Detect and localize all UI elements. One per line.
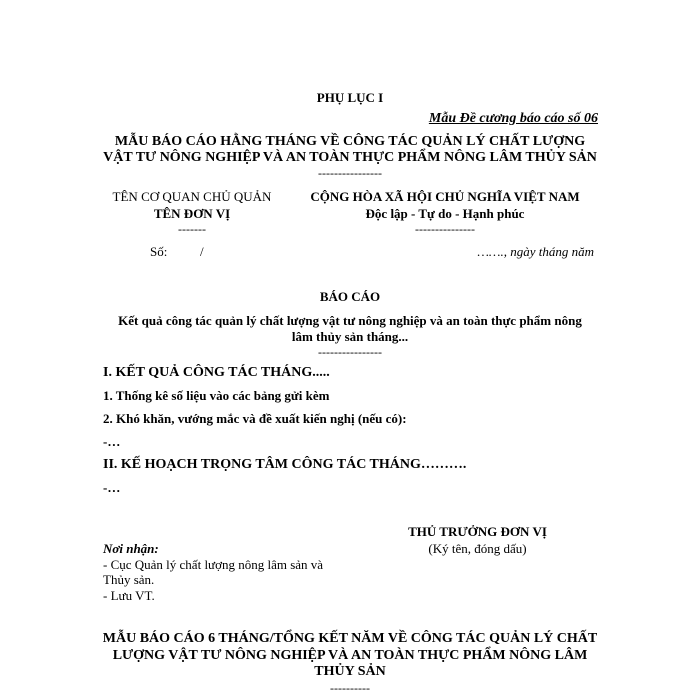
section-1-item-1: 1. Thống kê số liệu vào các bảng gửi kèm [103, 388, 330, 403]
semiannual-title-line1: MẪU BÁO CÁO 6 THÁNG/TỔNG KẾT NĂM VỀ CÔNG TÁC QUẢN LÝ CHẤT [102, 631, 598, 646]
date-line: ……., ngày tháng năm [477, 244, 594, 259]
recipient-item-2: - Lưu VT. [103, 588, 155, 603]
recipient-item-1-line1: - Cục Quản lý chất lượng nông lâm sản và [103, 557, 324, 572]
report-separator: ---------------- [318, 345, 382, 359]
semiannual-title-line2: LƯỢNG VẬT TƯ NÔNG NGHIỆP VÀ AN TOÀN THỰC PHẨM NÔNG LÂM [112, 648, 588, 663]
document-number-label: Số: [150, 244, 168, 259]
section-1-item-2: 2. Khó khăn, vướng mắc và đề xuất kiến nghị (nếu có): [103, 411, 407, 426]
section-2-title: II. KẾ HOẠCH TRỌNG TÂM CÔNG TÁC THÁNG………. [103, 457, 467, 472]
right-header-separator: --------------- [415, 222, 475, 236]
signature-note: (Ký tên, đóng dấu) [428, 541, 527, 556]
unit-name: TÊN ĐƠN VỊ [153, 206, 231, 221]
appendix-title: PHỤ LỤC I [316, 90, 384, 105]
country-name: CỘNG HÒA XÃ HỘI CHỦ NGHĨA VIỆT NAM [310, 189, 580, 204]
form-label: Mẫu Đề cương báo cáo số 06 [428, 111, 598, 126]
monthly-report-title-line1: MẪU BÁO CÁO HẰNG THÁNG VỀ CÔNG TÁC QUẢN LÝ CHẤT LƯỢNG [114, 134, 586, 149]
document-number-slash: / [200, 244, 204, 259]
left-header-separator: ------- [178, 222, 206, 236]
monthly-report-title-line2: VẬT TƯ NÔNG NGHIỆP VÀ AN TOÀN THỰC PHẨM NÔNG LÂM THỦY SẢN [103, 150, 597, 165]
signature-title: THỦ TRƯỞNG ĐƠN VỊ [408, 524, 547, 539]
section-1-title: I. KẾT QUẢ CÔNG TÁC THÁNG..... [103, 365, 330, 380]
section-2-bullet: -… [103, 480, 121, 495]
semiannual-title-line3: THỦY SẢN [314, 664, 386, 679]
recipient-item-1-line2: Thủy sản. [103, 572, 155, 587]
semiannual-separator: ---------- [330, 681, 370, 695]
report-heading: BÁO CÁO [319, 289, 381, 304]
monthly-report-separator: ---------------- [318, 166, 382, 180]
national-motto: Độc lập - Tự do - Hạnh phúc [365, 206, 525, 221]
section-1-bullet: -… [103, 434, 121, 449]
report-subtitle-line1: Kết quả công tác quản lý chất lượng vật tư nông nghiệp và an toàn thực phẩm nông [118, 313, 582, 328]
recipients-label: Nơi nhận: [103, 541, 159, 556]
report-subtitle-line2: lâm thủy sản tháng... [291, 329, 409, 344]
parent-agency-name: TÊN CƠ QUAN CHỦ QUẢN [112, 189, 272, 204]
